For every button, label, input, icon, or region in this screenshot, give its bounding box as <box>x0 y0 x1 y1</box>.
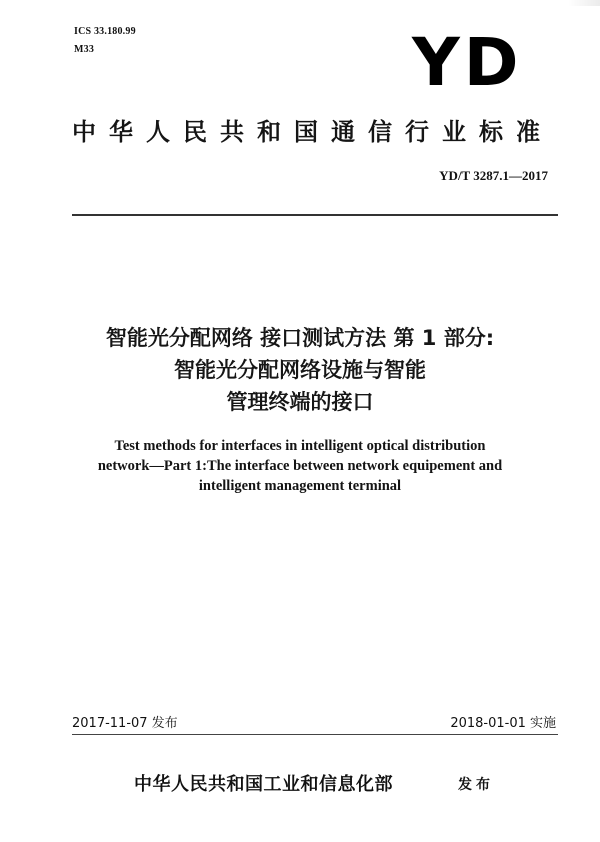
title-chinese-line-1: 智能光分配网络 接口测试方法 第 1 部分: <box>105 326 495 350</box>
title-chinese <box>40 322 560 418</box>
implementation-date: 2018-01-01 实施 <box>450 716 556 731</box>
title-english <box>50 436 550 496</box>
standard-number: YD/T 3287.1—2017 <box>439 168 548 183</box>
title-chinese-line-3: 管理终端的接口 <box>226 390 374 414</box>
issued-label: 发布 <box>458 777 494 793</box>
header-divider <box>72 214 558 216</box>
title-english-line-3: intelligent management terminal <box>198 478 402 494</box>
title-english-line-2: network—Part 1:The interface between network equipement and <box>97 458 503 474</box>
yd-logo: YD <box>412 24 523 101</box>
scan-artifact <box>568 0 600 6</box>
standard-type-heading: 中华人民共和国通信行业标准 <box>72 118 553 146</box>
title-chinese-line-2: 智能光分配网络设施与智能 <box>174 358 426 382</box>
title-english-line-1: Test methods for interfaces in intelligent optical distribution <box>114 438 486 454</box>
ics-code: ICS 33.180.99 <box>74 26 136 37</box>
ccs-code: M33 <box>74 44 95 55</box>
issue-date: 2017-11-07 发布 <box>72 716 178 731</box>
issuing-authority: 中华人民共和国工业和信息化部 <box>134 774 393 795</box>
footer-divider <box>72 734 558 735</box>
